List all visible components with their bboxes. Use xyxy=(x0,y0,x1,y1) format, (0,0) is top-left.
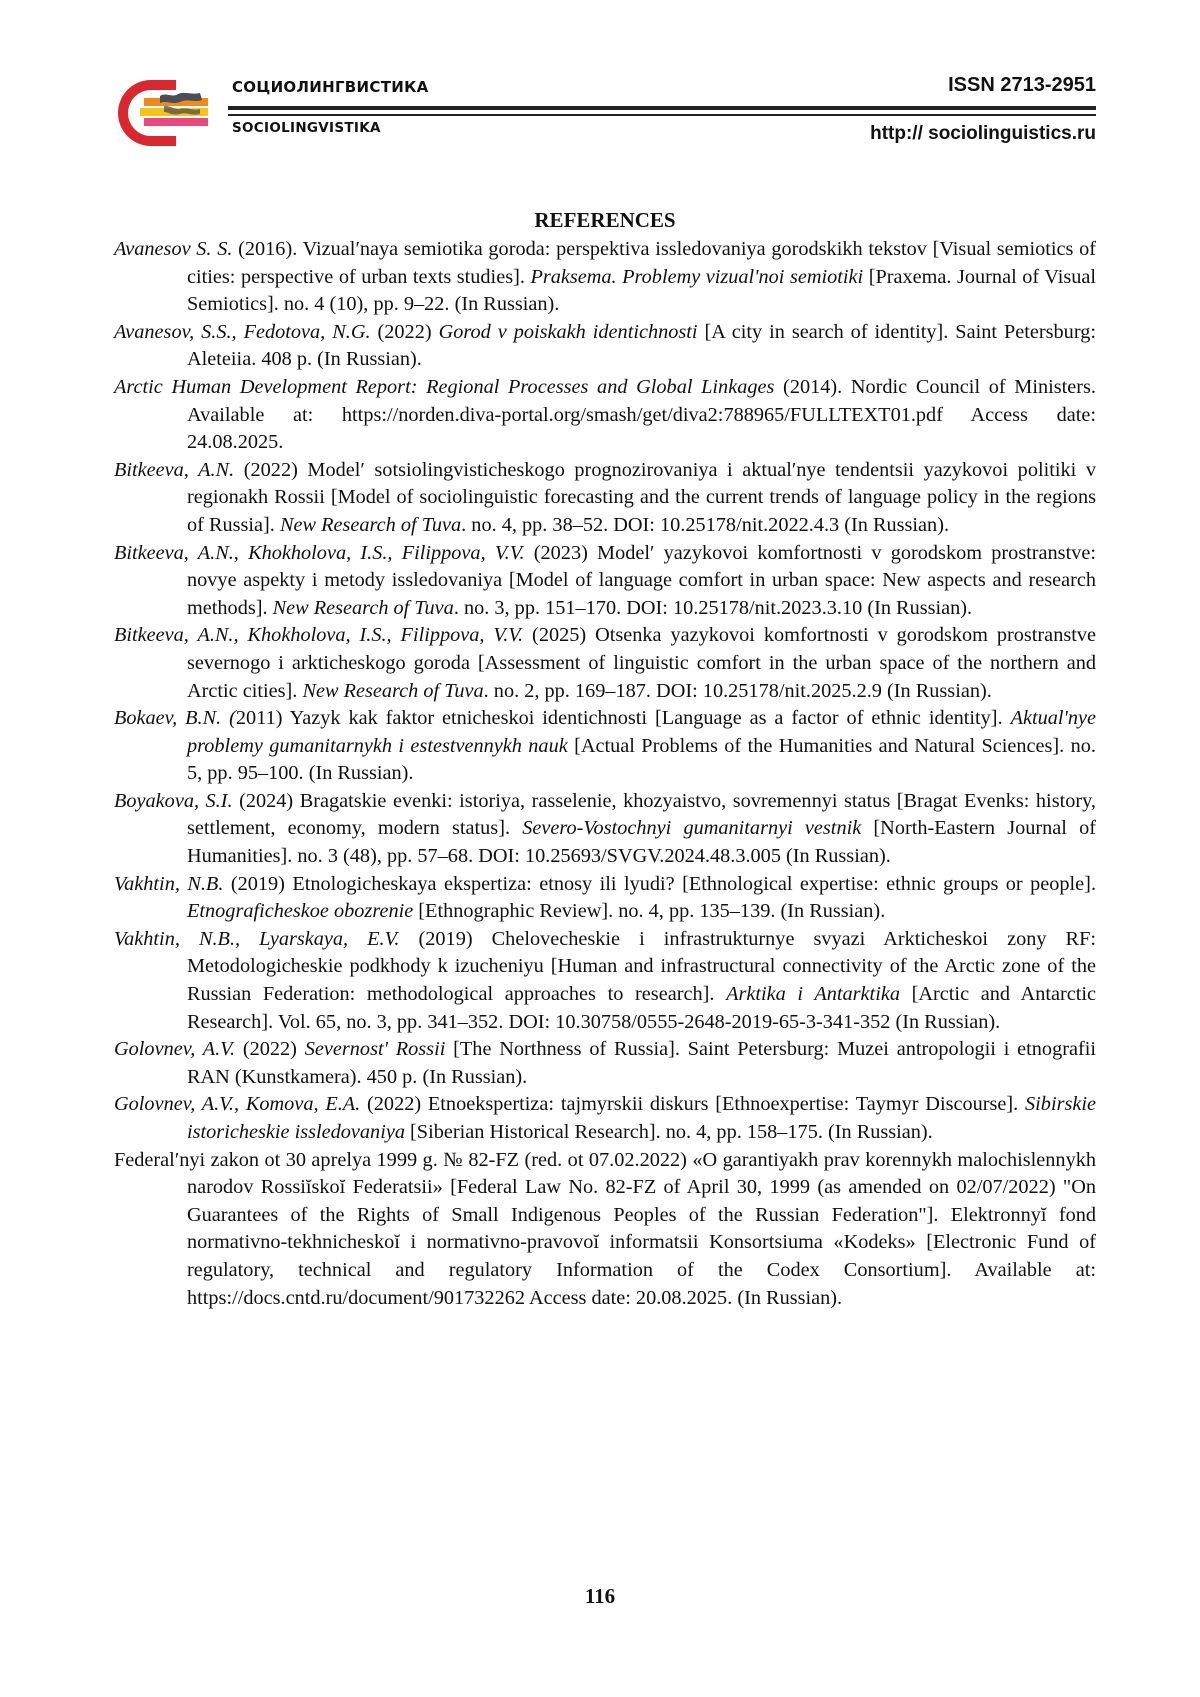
reference-source-title: Severnost' Rossii xyxy=(304,1038,446,1061)
reference-entry xyxy=(114,788,1096,871)
reference-details: [Ethnographic Review]. no. 4, pp. 135–139. (In Russian). xyxy=(413,900,886,923)
reference-entry xyxy=(114,1091,1096,1146)
reference-source-title: New Research of Tuva xyxy=(302,679,484,702)
reference-author: Golovnev, A.V. xyxy=(114,1038,236,1061)
journal-name-en: SOCIOLINGVISTIKA xyxy=(232,120,381,136)
reference-details: [North-Eastern Journal of Humanities]. no. 3 (48), pp. 57–68. DOI: 10.25693/SVGV.2024.48.3.005 (In Russian). xyxy=(187,817,1097,868)
reference-text: (2014). Nordic Council of Ministers. Available at: https://norden.diva-portal.org/smash/get/diva2:788965/FULLTEXT01.pdf Access date: 24.08.2025. xyxy=(187,375,1096,454)
journal-header xyxy=(114,68,1096,150)
reference-entry xyxy=(114,926,1096,1036)
reference-author: Avanesov, S.S., Fedotova, N.G. xyxy=(114,320,371,343)
reference-author: Bokaev, B.N. ( xyxy=(114,707,236,730)
reference-entry xyxy=(114,319,1096,374)
reference-list xyxy=(114,236,1096,1312)
reference-text: (2016). Vizual′naya semiotika goroda: perspektiva issledovaniya gorodskikh tekstov [Visual semiotics of cities: perspective of urban texts studies]. xyxy=(187,238,1096,288)
reference-author: Avanesov S. S. xyxy=(114,238,233,260)
reference-text: (2022) Etnoekspertiza: tajmyrskii diskurs [Ethnoexpertise: Taymyr Discourse]. xyxy=(360,1093,1026,1116)
reference-source-title: Gorod v poiskakh identichnosti xyxy=(438,320,698,343)
reference-text: (2022) xyxy=(235,1038,305,1061)
reference-text: (2024) Bragatskie evenki: istoriya, rasselenie, khozyaistvo, sovremennyi status [Bragat Evenks: history, settlement, economy, modern status]. xyxy=(187,789,1097,840)
reference-entry xyxy=(114,540,1096,623)
reference-details: [Arctic and Antarctic Research]. Vol. 65, no. 3, pp. 341–352. DOI: 10.30758/0555-2648-2019-65-3-341-352 (In Russian). xyxy=(187,983,1097,1033)
reference-entry xyxy=(114,457,1096,540)
reference-author: Bitkeeva, A.N., Khokholova, I.S., Filippova, V.V. xyxy=(114,541,525,564)
reference-author: Vakhtin, N.B. xyxy=(114,872,224,895)
reference-details: . no. 2, pp. 169–187. DOI: 10.25178/nit.2025.2.9 (In Russian). xyxy=(483,679,992,702)
reference-author: Arctic Human Development Report: Regional Processes and Global Linkages xyxy=(114,375,775,398)
reference-text: (2023) Model′ yazykovoi komfortnosti v gorodskom prostranstve: novye aspekty i metody issledovaniya [Model of language comfort in urban space: New aspects and research methods]. xyxy=(187,541,1096,619)
reference-author: Bitkeeva, A.N., Khokholova, I.S., Filippova, V.V. xyxy=(114,624,524,647)
reference-source-title: Praksema. Problemy vizual'noi semiotiki xyxy=(530,265,864,288)
reference-entry xyxy=(114,871,1096,926)
reference-text: (2022) Model′ sotsiolingvisticheskogo prognozirovaniya i aktual′nye tendentsii yazykovoi politiki v regionakh Rossii [Model of sociolinguistic forecasting and the current trends of language policy in the regions of Russia]. xyxy=(187,458,1097,536)
reference-author: Golovnev, A.V., Komova, E.A. xyxy=(114,1093,361,1116)
reference-text: (2019) Etnologicheskaya ekspertiza: etnosy ili lyudi? [Ethnological expertise: ethnic groups or people]. xyxy=(223,872,1097,895)
reference-source-title: New Research of Tuva xyxy=(272,596,454,619)
reference-source-title: New Research of Tuva xyxy=(279,513,462,536)
page-number: 116 xyxy=(584,1584,616,1608)
reference-text: (2019) Chelovecheskie i infrastrukturnye svyazi Arkticheskoi zony RF: Metodologicheskie podkhody k izucheniyu [Human and infrastructural connectivity of the Arctic zone of the Russian Federation: methodological approaches to research]. xyxy=(187,927,1096,1006)
reference-details: [Praxema. Journal of Visual Semiotics]. no. 4 (10), pp. 9–22. (In Russian). xyxy=(187,265,1097,316)
section-title: REFERENCES xyxy=(534,208,676,232)
reference-author: Vakhtin, N.B., Lyarskaya, E.V. xyxy=(114,927,400,950)
reference-source-title: Etnograficheskoe obozrenie xyxy=(187,900,414,923)
reference-entry xyxy=(114,705,1096,788)
header-rule-thin xyxy=(228,114,1096,116)
reference-author: Bitkeeva, A.N. xyxy=(114,458,235,481)
reference-entry xyxy=(114,622,1096,705)
header-rule-thick xyxy=(228,106,1096,110)
reference-details: [The Northness of Russia]. Saint Petersburg: Muzei antropologii i etnografii RAN (Kunstkamera). 450 p. (In Russian). xyxy=(187,1038,1096,1088)
reference-entry xyxy=(114,374,1096,457)
journal-logo-icon xyxy=(114,76,212,150)
reference-details: [A city in search of identity]. Saint Petersburg: Aleteiia. 408 p. (In Russian). xyxy=(187,320,1096,371)
reference-entry xyxy=(114,1036,1096,1091)
reference-author: Boyakova, S.I. xyxy=(114,789,233,812)
reference-source-title: Arktika i Antarktika xyxy=(726,983,900,1006)
journal-name-ru: СОЦИОЛИНГВИСТИКА xyxy=(232,78,429,96)
references-section xyxy=(114,206,1096,1312)
reference-details: [Actual Problems of the Humanities and Natural Sciences]. no. 5, pp. 95–100. (In Russian). xyxy=(187,734,1096,785)
reference-details: [Siberian Historical Research]. no. 4, pp. 158–175. (In Russian). xyxy=(404,1121,933,1143)
reference-text: (2022) xyxy=(370,320,439,343)
reference-entry xyxy=(114,236,1096,319)
reference-text: Federal′nyi zakon ot 30 aprelya 1999 g. № 82-FZ (red. ot 07.02.2022) «O garantiyakh prav korennykh malochislennykh narodov Rossiĭskoĭ Federatsii» [Federal Law No. 82-FZ of April 30, 1999 (as amended on 02/07/2022) "On Guarantees of the Rights of Small Indigenous Peoples of the Russian Federation"]. Elektronnyĭ fond normativno-tekhnicheskoĭ i normativno-pravovoĭ informatsii Konsortsiuma «Kodeks» [Electronic Fund of regulatory, technical and regulatory Information of the Codex Consortium]. Available at: https://docs.cntd.ru/document/901732262 Access date: 20.08.2025. (In Russian). xyxy=(114,1148,1096,1309)
reference-details: . no. 3, pp. 151–170. DOI: 10.25178/nit.2023.3.10 (In Russian). xyxy=(453,596,973,619)
reference-source-title: Severo-Vostochnyi gumanitarnyi vestnik xyxy=(522,817,862,840)
reference-source-title: Sibirskie istoricheskie issledovaniya xyxy=(187,1093,1097,1143)
reference-source-title: Aktual'nye problemy gumanitarnykh i estestvennykh nauk xyxy=(187,707,1096,757)
reference-details: . no. 4, pp. 38–52. DOI: 10.25178/nit.2022.4.3 (In Russian). xyxy=(461,513,950,536)
reference-entry xyxy=(114,1147,1096,1313)
reference-text: (2025) Otsenka yazykovoi komfortnosti v gorodskom prostranstve severnogo i arkticheskogo goroda [Assessment of linguistic comfort in the urban space of the northern and Arctic cities]. xyxy=(187,624,1096,702)
issn-number: ISSN 2713-2951 xyxy=(948,74,1096,96)
reference-text: 2011) Yazyk kak faktor etnicheskoi identichnosti [Language as a factor of ethnic identity]. xyxy=(235,707,1011,730)
journal-url: http:// sociolinguistics.ru xyxy=(870,123,1096,144)
